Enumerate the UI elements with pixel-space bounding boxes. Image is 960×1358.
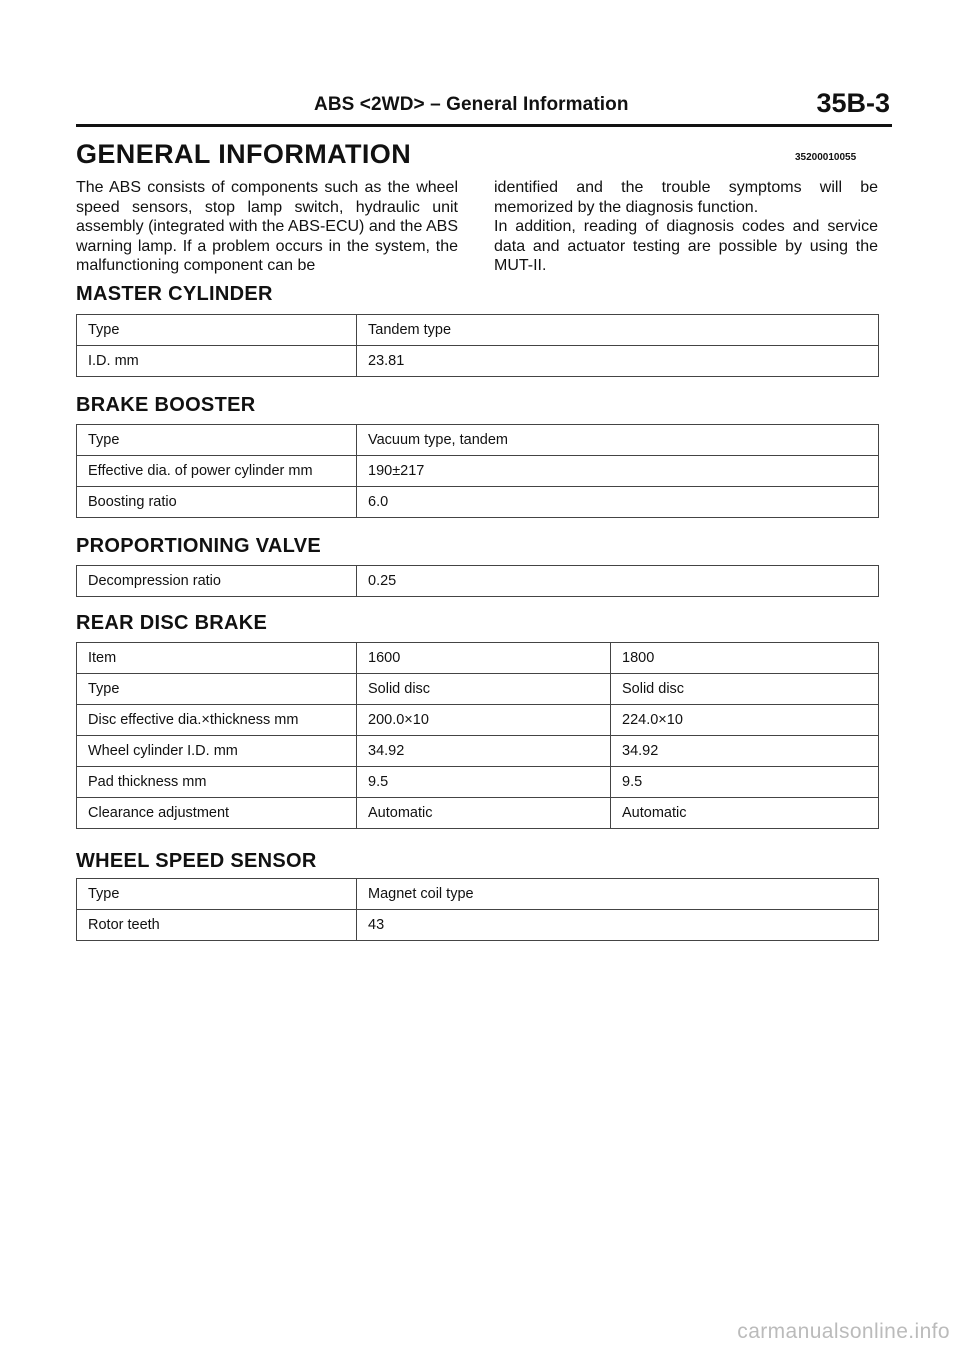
table-row	[77, 315, 879, 346]
section-heading-general-information: GENERAL INFORMATION	[76, 139, 412, 169]
spec-value: 190±217	[357, 456, 879, 487]
spec-label: Item	[77, 643, 357, 674]
spec-label: Clearance adjustment	[77, 798, 357, 829]
section-title-brake-booster: BRAKE BOOSTER	[76, 394, 256, 416]
document-code: 35200010055	[795, 152, 857, 163]
spec-label: I.D. mm	[77, 346, 357, 377]
intro-paragraph-right-2: In addition, reading of diagnosis codes and service data and actuator testing are possible by using the MUT-II.	[494, 218, 878, 274]
section-title-proportioning-valve: PROPORTIONING VALVE	[76, 535, 321, 557]
table-row	[77, 487, 879, 518]
master-cylinder-table	[76, 314, 879, 377]
spec-value: 43	[357, 910, 879, 941]
spec-value: 6.0	[357, 487, 879, 518]
section-title-master-cylinder: MASTER CYLINDER	[76, 283, 273, 305]
spec-value-1800: Solid disc	[611, 674, 879, 705]
spec-value: 23.81	[357, 346, 879, 377]
rear-disc-brake-table	[76, 642, 879, 829]
section-title-rear-disc-brake: REAR DISC BRAKE	[76, 612, 268, 634]
intro-column-left	[76, 178, 458, 276]
spec-label: Type	[77, 879, 357, 910]
table-row	[77, 674, 879, 705]
spec-value-1600: 9.5	[357, 767, 611, 798]
running-header	[76, 90, 892, 127]
section-title-wheel-speed-sensor: WHEEL SPEED SENSOR	[76, 850, 317, 872]
table-row	[77, 425, 879, 456]
spec-label: Type	[77, 315, 357, 346]
spec-value-1800: Automatic	[611, 798, 879, 829]
spec-value: Vacuum type, tandem	[357, 425, 879, 456]
spec-label: Rotor teeth	[77, 910, 357, 941]
page-number: 35B-3	[816, 88, 890, 118]
spec-value-1800: 9.5	[611, 767, 879, 798]
spec-value-1800: 224.0×10	[611, 705, 879, 736]
table-row	[77, 705, 879, 736]
intro-paragraph-left: The ABS consists of components such as the wheel speed sensors, stop lamp switch, hydraulic unit assembly (integrated with the ABS-ECU) and the ABS warning lamp. If a problem occurs in the system, the malfunctioning component can be	[76, 179, 458, 274]
spec-value-1800: 34.92	[611, 736, 879, 767]
spec-label: Type	[77, 674, 357, 705]
wheel-speed-sensor-table	[76, 878, 879, 941]
table-row	[77, 910, 879, 941]
proportioning-valve-table	[76, 565, 879, 597]
spec-label: Pad thickness mm	[77, 767, 357, 798]
table-row	[77, 767, 879, 798]
intro-column-right	[494, 178, 878, 276]
spec-label: Wheel cylinder I.D. mm	[77, 736, 357, 767]
table-row	[77, 879, 879, 910]
intro-paragraph-right-1: identified and the trouble symptoms will be memorized by the diagnosis function.	[494, 179, 878, 216]
spec-value-1600: 1600	[357, 643, 611, 674]
spec-label: Decompression ratio	[77, 566, 357, 597]
spec-label: Effective dia. of power cylinder mm	[77, 456, 357, 487]
spec-label: Boosting ratio	[77, 487, 357, 518]
spec-value-1600: Solid disc	[357, 674, 611, 705]
spec-value-1600: Automatic	[357, 798, 611, 829]
spec-value: 0.25	[357, 566, 879, 597]
table-row	[77, 346, 879, 377]
spec-value-1800: 1800	[611, 643, 879, 674]
spec-label: Disc effective dia.×thickness mm	[77, 705, 357, 736]
spec-label: Type	[77, 425, 357, 456]
spec-value-1600: 200.0×10	[357, 705, 611, 736]
brake-booster-table	[76, 424, 879, 518]
spec-value-1600: 34.92	[357, 736, 611, 767]
running-title: ABS <2WD> – General Information	[314, 94, 629, 115]
table-row	[77, 736, 879, 767]
table-row	[77, 566, 879, 597]
spec-value: Magnet coil type	[357, 879, 879, 910]
table-row	[77, 798, 879, 829]
spec-value: Tandem type	[357, 315, 879, 346]
table-row	[77, 643, 879, 674]
table-row	[77, 456, 879, 487]
watermark: carmanualsonline.info	[737, 1320, 950, 1343]
